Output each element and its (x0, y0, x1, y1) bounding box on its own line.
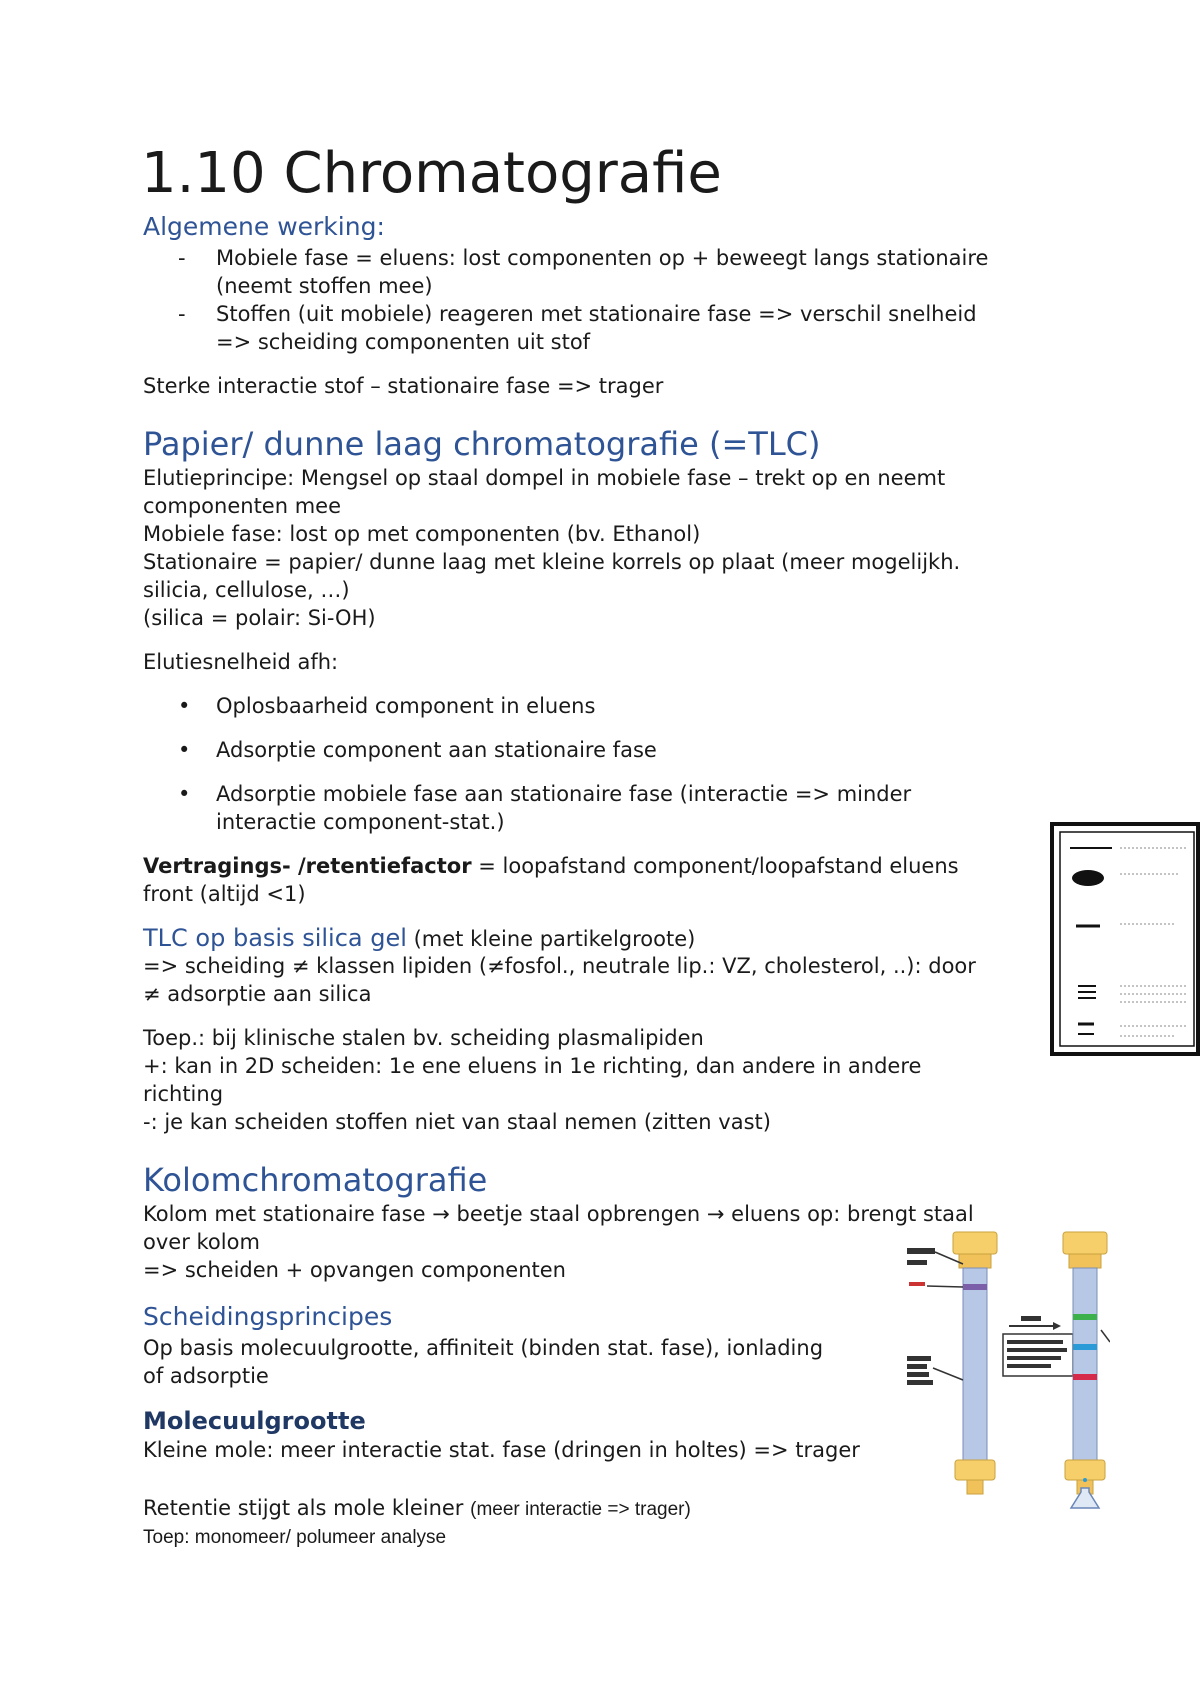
time-arrow-head (1053, 1322, 1061, 1330)
bullet-item-1: Oplosbaarheid component in eluens (216, 694, 596, 718)
tlc-plate-figure (1050, 822, 1200, 1058)
silica-heading-rest: (met kleine partikelgroote) (406, 927, 696, 951)
dash-marker: - (178, 302, 186, 326)
silica-line-2: ≠ adsorptie aan silica (143, 982, 372, 1006)
toep-line-1: Toep.: bij klinische stalen bv. scheiding plasmalipiden (143, 1026, 704, 1050)
molecuulgrootte-heading: Molecuulgrootte (143, 1407, 366, 1435)
column-left-neck (959, 1254, 991, 1268)
principes-line-1: Op basis molecuulgrootte, affiniteit (binden stat. fase), ionlading (143, 1336, 824, 1360)
silica-heading: TLC op basis silica gel (143, 924, 407, 952)
droplet (1083, 1478, 1087, 1482)
label-block (1021, 1316, 1041, 1321)
column-right-neck (1069, 1254, 1101, 1268)
column-right-top-cap (1063, 1232, 1107, 1254)
band-blue (1073, 1344, 1097, 1350)
section-tlc-heading: Papier/ dunne laag chromatografie (=TLC) (143, 425, 821, 463)
column-left-bottom-cap (955, 1460, 995, 1480)
silica-line-1: => scheiding ≠ klassen lipiden (≠fosfol., neutrale lip.: VZ, cholesterol, ..): door (143, 954, 976, 978)
kolom-line-2: over kolom (143, 1230, 260, 1254)
band-green (1073, 1314, 1097, 1320)
bullet-item-2: Adsorptie component aan stationaire fase (216, 738, 657, 762)
kolom-line-3: => scheiden + opvangen componenten (143, 1258, 566, 1282)
label-block (907, 1364, 927, 1369)
molecuulgrootte-line: Kleine mole: meer interactie stat. fase (dringen in holtes) => trager (143, 1438, 860, 1462)
algemeen-item-1-line2: (neemt stoffen mee) (216, 274, 433, 298)
band-red (1073, 1374, 1097, 1380)
algemeen-item-1-line1: Mobiele fase = eluens: lost componenten op + beweegt langs stationaire (216, 246, 989, 270)
elutiesnelheid-heading: Elutiesnelheid afh: (143, 650, 339, 674)
toep-line-3: richting (143, 1082, 224, 1106)
toep-line-4: -: je kan scheiden stoffen niet van staal nemen (zitten vast) (143, 1110, 771, 1134)
algemeen-note: Sterke interactie stof – stationaire fase => trager (143, 374, 664, 398)
toep-line-2: +: kan in 2D scheiden: 1e ene eluens in 1e richting, dan andere in andere (143, 1054, 922, 1078)
column-left-top-cap (953, 1232, 997, 1254)
bullet-marker: • (178, 694, 191, 718)
pointer-line (1101, 1330, 1110, 1342)
column-left-sample-band (963, 1284, 987, 1290)
tlc-line-3: Mobiele fase: lost op met componenten (bv. Ethanol) (143, 522, 701, 546)
bullet-item-3-line2: interactie component-stat.) (216, 810, 505, 834)
tlc-line-6: (silica = polair: Si-OH) (143, 606, 376, 630)
tlc-line-2: componenten mee (143, 494, 342, 518)
pointer-line (933, 1368, 963, 1380)
kolom-line-1: Kolom met stationaire fase → beetje staal opbrengen → eluens op: brengt staal (143, 1202, 974, 1226)
dash-marker: - (178, 246, 186, 270)
caption-line (1007, 1356, 1061, 1360)
label-block (907, 1260, 927, 1265)
caption-line (1007, 1364, 1051, 1368)
label-block (907, 1356, 931, 1361)
retentie-kolom-note: (meer interactie => trager) (470, 1499, 691, 1520)
spot-1 (1072, 870, 1104, 886)
label-block (909, 1282, 925, 1286)
silica-heading-line (143, 924, 1043, 953)
retentie-term: Vertragings- /retentiefactor (143, 854, 472, 878)
column-chromatography-figure (905, 1230, 1110, 1510)
label-block (907, 1248, 935, 1254)
tlc-line-1: Elutieprincipe: Mengsel op staal dompel in mobiele fase – trekt op en neemt (143, 466, 946, 490)
tlc-plate-inner (1060, 832, 1194, 1046)
bullet-marker: • (178, 738, 191, 762)
column-right-bottom-cap (1065, 1460, 1105, 1480)
retentie-line-1 (143, 852, 1043, 880)
label-block (907, 1380, 933, 1385)
tlc-line-4: Stationaire = papier/ dunne laag met kleine korrels op plaat (meer mogelijkh. (143, 550, 961, 574)
bullet-marker: • (178, 782, 191, 806)
column-right-tube (1073, 1268, 1097, 1460)
retentie-kolom-text: Retentie stijgt als mole kleiner (143, 1496, 471, 1520)
retentie-definition: = loopafstand component/loopafstand eluens (471, 854, 959, 878)
bullet-item-3-line1: Adsorptie mobiele fase aan stationaire fase (interactie => minder (216, 782, 912, 806)
caption-line (1007, 1348, 1067, 1352)
section-algemeen-heading: Algemene werking: (143, 212, 385, 241)
column-left (907, 1232, 997, 1494)
algemeen-item-2-line1: Stoffen (uit mobiele) reageren met stationaire fase => verschil snelheid (216, 302, 977, 326)
retentie-line-2: front (altijd <1) (143, 882, 306, 906)
caption-line (1007, 1340, 1063, 1344)
section-kolom-heading: Kolomchromatografie (143, 1161, 488, 1199)
toep-monomeer: Toep: monomeer/ polumeer analyse (143, 1527, 447, 1548)
pointer-line (927, 1286, 963, 1287)
collection-flask (1071, 1488, 1099, 1508)
column-left-tube (963, 1268, 987, 1460)
label-block (907, 1372, 929, 1377)
principes-line-2: of adsorptie (143, 1364, 269, 1388)
page-title: 1.10 Chromatografie (141, 141, 722, 206)
algemeen-item-2-line2: => scheiding componenten uit stof (216, 330, 591, 354)
column-left-tip (967, 1480, 983, 1494)
tlc-line-5: silicia, cellulose, …) (143, 578, 350, 602)
scheidingsprincipes-heading: Scheidingsprincipes (143, 1302, 393, 1331)
